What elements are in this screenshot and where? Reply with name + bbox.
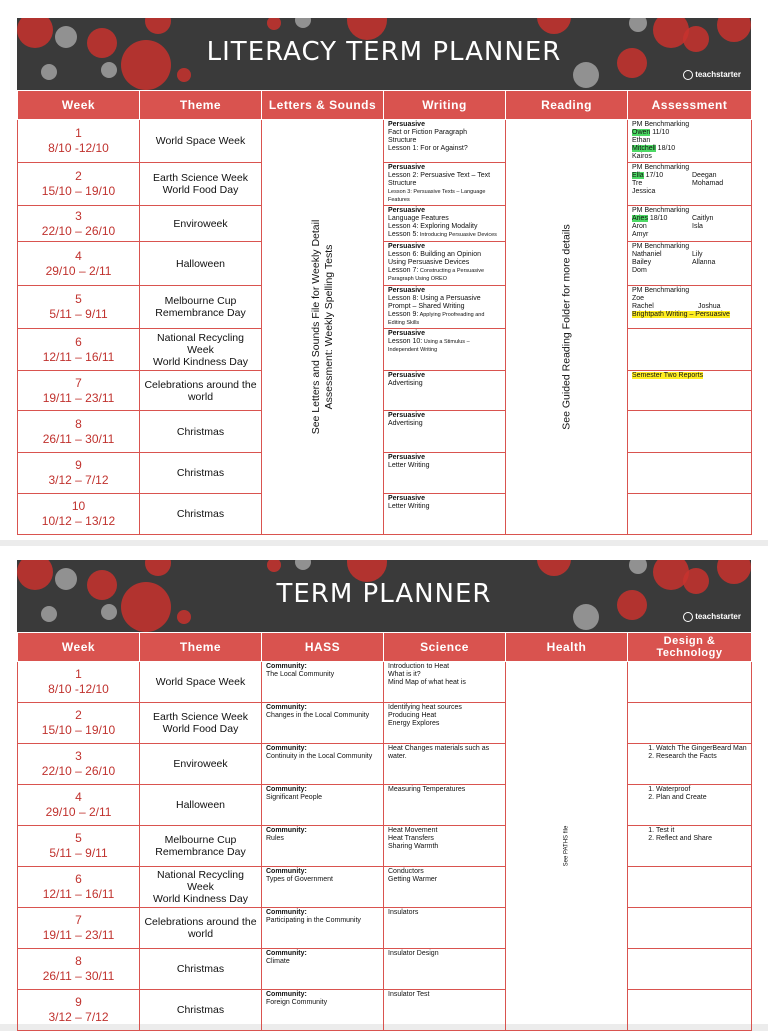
header-week: Week [18, 633, 140, 662]
week-cell: 8 26/11 – 30/11 [18, 949, 140, 990]
week-cell: 7 19/11 – 23/11 [18, 908, 140, 949]
table-row [18, 163, 752, 206]
writing-cell: Persuasive Lesson 6: Building an Opinion Using Persuasive Devices Lesson 7: Constructing a Persuasive Paragraph Using OREO [384, 242, 506, 286]
dt-cell [628, 662, 752, 703]
hass-cell: Community: Participating in the Community [262, 908, 384, 949]
header-writing: Writing [384, 91, 506, 120]
table-row [18, 826, 752, 867]
assessment-cell: PM Benchmarking Zoe Rachel Joshua Brightpath Writing – Persuasive [628, 286, 752, 329]
theme-cell: Christmas [140, 494, 262, 535]
dt-cell [628, 949, 752, 990]
hass-cell: Community: Significant People [262, 785, 384, 826]
hass-cell: Community: Changes in the Local Community [262, 703, 384, 744]
science-cell: Heat Movement Heat Transfers Sharing Warmth [384, 826, 506, 867]
week-cell: 5 5/11 – 9/11 [18, 826, 140, 867]
theme-cell: Christmas [140, 411, 262, 453]
table-row [18, 908, 752, 949]
dt-cell: 1. Waterproof 2. Plan and Create [628, 785, 752, 826]
reading-cell [506, 120, 628, 535]
table-row [18, 411, 752, 453]
week-cell: 4 29/10 – 2/11 [18, 242, 140, 286]
hass-cell: Community: Continuity in the Local Community [262, 744, 384, 785]
term-banner [17, 560, 751, 632]
theme-cell: National Recycling Week World Kindness Day [140, 867, 262, 908]
week-cell: 10 10/12 – 13/12 [18, 494, 140, 535]
assessment-cell [628, 371, 752, 411]
reports-note: Semester Two Reports [632, 372, 704, 379]
letters-sounds-cell [262, 120, 384, 535]
week-cell: 6 12/11 – 16/11 [18, 867, 140, 908]
brand-logo: teachstarter [683, 70, 741, 80]
dt-cell: 1. Watch The GingerBeard Man 2. Research the Facts [628, 744, 752, 785]
assessment-cell: PM Benchmarking Ella 17/10 Deegan Tre Mohamad Jessica [628, 163, 752, 206]
dt-cell [628, 908, 752, 949]
week-cell: 9 3/12 – 7/12 [18, 990, 140, 1031]
page-title: TERM PLANNER [276, 579, 492, 609]
table-row [18, 785, 752, 826]
table-row [18, 949, 752, 990]
health-note: See PATHS file [563, 825, 569, 867]
term-planner-sheet [0, 546, 768, 1024]
brand-logo: teachstarter [683, 612, 741, 622]
theme-cell: Earth Science Week World Food Day [140, 163, 262, 206]
header-hass: HASS [262, 633, 384, 662]
hass-cell: Community: Types of Government [262, 867, 384, 908]
assessment-cell [628, 494, 752, 535]
theme-cell: Christmas [140, 453, 262, 494]
theme-cell: Enviroweek [140, 744, 262, 785]
writing-cell: Persuasive Advertising [384, 371, 506, 411]
science-cell: Conductors Getting Warmer [384, 867, 506, 908]
science-cell: Introduction to Heat What is it? Mind Map of what heat is [384, 662, 506, 703]
theme-cell: Celebrations around the world [140, 908, 262, 949]
header-letters-sounds: Letters & Sounds [262, 91, 384, 120]
week-cell: 5 5/11 – 9/11 [18, 286, 140, 329]
theme-cell: Earth Science Week World Food Day [140, 703, 262, 744]
assessment-cell: PM Benchmarking Aries 18/10 Caitlyn Aron Isla Amyr [628, 206, 752, 242]
table-row [18, 453, 752, 494]
header-science: Science [384, 633, 506, 662]
week-cell: 1 8/10 -12/10 [18, 120, 140, 163]
week-cell: 3 22/10 – 26/10 [18, 744, 140, 785]
writing-cell: Persuasive Fact or Fiction Paragraph Structure Lesson 1: For or Against? [384, 120, 506, 163]
week-cell: 4 29/10 – 2/11 [18, 785, 140, 826]
hass-cell: Community: Climate [262, 949, 384, 990]
week-cell: 3 22/10 – 26/10 [18, 206, 140, 242]
table-row [18, 662, 752, 703]
week-cell: 7 19/11 – 23/11 [18, 371, 140, 411]
theme-cell: World Space Week [140, 662, 262, 703]
header-week: Week [18, 91, 140, 120]
theme-cell: Enviroweek [140, 206, 262, 242]
week-cell: 1 8/10 -12/10 [18, 662, 140, 703]
writing-cell: Persuasive Advertising [384, 411, 506, 453]
table-row [18, 867, 752, 908]
dt-cell: 1. Test it 2. Reflect and Share [628, 826, 752, 867]
week-cell: 9 3/12 – 7/12 [18, 453, 140, 494]
week-cell: 6 12/11 – 16/11 [18, 329, 140, 371]
assessment-cell [628, 453, 752, 494]
hass-cell: Community: The Local Community [262, 662, 384, 703]
header-assessment: Assessment [628, 91, 752, 120]
header-theme: Theme [140, 91, 262, 120]
table-row [18, 990, 752, 1031]
assessment-cell: PM Benchmarking Owen 11/10 Ethan Mitchell 18/10 Kairos [628, 120, 752, 163]
assessment-cell [628, 329, 752, 371]
hass-cell: Community: Rules [262, 826, 384, 867]
letters-note: See Letters and Sounds File for Weekly Detail [309, 219, 322, 435]
table-row [18, 120, 752, 163]
hass-cell: Community: Foreign Community [262, 990, 384, 1031]
table-row [18, 494, 752, 535]
science-cell: Insulator Design [384, 949, 506, 990]
assessment-cell: PM Benchmarking Nathaniel Lily Bailey Allanna Dom [628, 242, 752, 286]
writing-cell: Persuasive Lesson 2: Persuasive Text – Text Structure Lesson 3: Persuasive Texts – Language Features [384, 163, 506, 206]
assessment-cell [628, 411, 752, 453]
theme-cell: World Space Week [140, 120, 262, 163]
literacy-banner [17, 18, 751, 90]
theme-cell: National Recycling Week World Kindness Day [140, 329, 262, 371]
writing-cell: Persuasive Lesson 10: Using a Stimulus – Independent Writing [384, 329, 506, 371]
week-cell: 8 26/11 – 30/11 [18, 411, 140, 453]
term-table [17, 632, 752, 1031]
table-row [18, 371, 752, 411]
theme-cell: Halloween [140, 785, 262, 826]
table-row [18, 206, 752, 242]
science-cell: Heat Changes materials such as water. [384, 744, 506, 785]
theme-cell: Melbourne Cup Remembrance Day [140, 826, 262, 867]
week-cell: 2 15/10 – 19/10 [18, 163, 140, 206]
dt-cell [628, 703, 752, 744]
literacy-table [17, 90, 752, 535]
table-row [18, 242, 752, 286]
table-row [18, 744, 752, 785]
theme-cell: Celebrations around the world [140, 371, 262, 411]
brand-icon [683, 612, 693, 622]
week-cell: 2 15/10 – 19/10 [18, 703, 140, 744]
dt-cell [628, 867, 752, 908]
theme-cell: Christmas [140, 990, 262, 1031]
spelling-note: Assessment: Weekly Spelling Tests [322, 244, 335, 410]
science-cell: Insulators [384, 908, 506, 949]
health-cell [506, 662, 628, 1031]
writing-cell: Persuasive Lesson 8: Using a Persuasive Prompt – Shared Writing Lesson 9: Applying Proofreading and Editing Skills [384, 286, 506, 329]
writing-cell: Persuasive Letter Writing [384, 494, 506, 535]
header-reading: Reading [506, 91, 628, 120]
reading-note: See Guided Reading Folder for more details [560, 224, 572, 430]
theme-cell: Halloween [140, 242, 262, 286]
dt-cell [628, 990, 752, 1031]
writing-cell: Persuasive Letter Writing [384, 453, 506, 494]
table-row [18, 329, 752, 371]
theme-cell: Christmas [140, 949, 262, 990]
page-title: LITERACY TERM PLANNER [206, 37, 562, 67]
table-row [18, 703, 752, 744]
brand-icon [683, 70, 693, 80]
table-row [18, 286, 752, 329]
writing-cell: Persuasive Language Features Lesson 4: Exploring Modality Lesson 5: Introducing Persuasive Devices [384, 206, 506, 242]
science-cell: Insulator Test [384, 990, 506, 1031]
header-health: Health [506, 633, 628, 662]
theme-cell: Melbourne Cup Remembrance Day [140, 286, 262, 329]
science-cell: Identifying heat sources Producing Heat Energy Explores [384, 703, 506, 744]
header-design-technology: Design & Technology [628, 633, 752, 662]
header-theme: Theme [140, 633, 262, 662]
science-cell: Measuring Temperatures [384, 785, 506, 826]
